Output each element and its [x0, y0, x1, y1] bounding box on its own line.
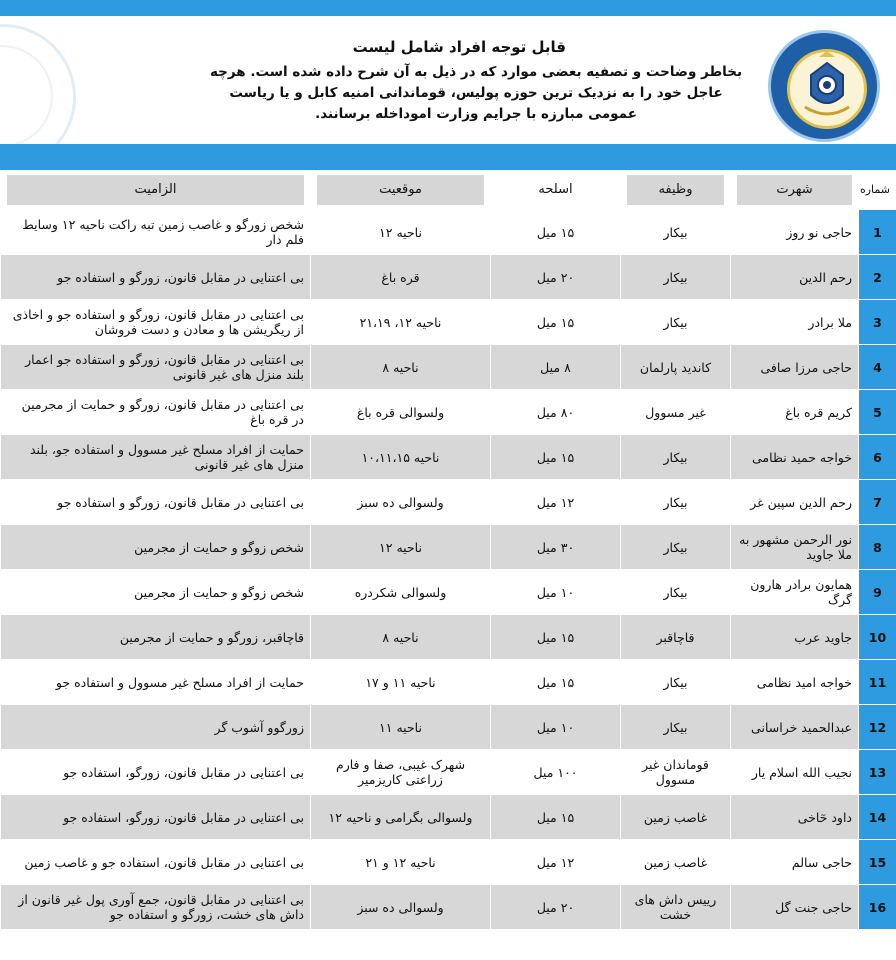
person-location: شهرک غیبی، صفا و فارم زراعتی کاریزمیر	[311, 750, 491, 795]
row-number: 5	[859, 390, 896, 435]
row-number: 9	[859, 570, 896, 615]
row-number: 11	[859, 660, 896, 705]
wanted-reason: بی اعتنایی در مقابل قانون، جمع آوری پول غیر قانون از داش های خشت، زورگو و استفاده جو	[1, 885, 311, 930]
person-job: بیکار	[621, 300, 731, 345]
afghan-police-emblem-icon	[768, 30, 880, 142]
person-location: ناحیه ۱۱ و ۱۷	[311, 660, 491, 705]
person-job: بیکار	[621, 525, 731, 570]
person-location: ولسوالی ده سبز	[311, 885, 491, 930]
person-location: ناحیه ۱۲ و ۲۱	[311, 840, 491, 885]
weapon-count: ۱۵ میل	[491, 795, 621, 840]
wanted-reason: شخص زورگو و غاصب زمین تبه راکت ناحیه ۱۲ وسایط فلم دار	[1, 210, 311, 255]
wanted-reason: قاچاقبر، زورگو و حمایت از مجرمین	[1, 615, 311, 660]
header-weapon: اسلحه	[491, 171, 621, 210]
person-job: بیکار	[621, 255, 731, 300]
row-number: 8	[859, 525, 896, 570]
person-name: نور الرحمن مشهور به ملا جاوید	[731, 525, 859, 570]
table-row	[1, 300, 896, 345]
person-job: بیکار	[621, 480, 731, 525]
table-row	[1, 390, 896, 435]
person-location: ناحیه ۱۱	[311, 705, 491, 750]
wanted-reason: بی اعتنایی در مقابل قانون، زورگو و استفاده جو اعمار بلند منزل های غیر قانونی	[1, 345, 311, 390]
row-number: 14	[859, 795, 896, 840]
wanted-reason: بی اعتنایی در مقابل قانون، زورگو و حمایت از مجرمین در قره باغ	[1, 390, 311, 435]
person-name: کریم قره باغ	[731, 390, 859, 435]
table-row	[1, 615, 896, 660]
person-job: بیکار	[621, 210, 731, 255]
person-job: قوماندان غیر مسوول	[621, 750, 731, 795]
weapon-count: ۲۰ میل	[491, 885, 621, 930]
weapon-count: ۱۲ میل	[491, 480, 621, 525]
person-job: بیکار	[621, 660, 731, 705]
table-row	[1, 885, 896, 930]
intro-line: بخاطر وضاحت و تصفیه بعضی موارد که در ذیل به آن شرح داده شده است. هرچه	[209, 64, 743, 80]
wanted-reason: بی اعتنایی در مقابل قانون، زورگو و استفاده جو	[1, 480, 311, 525]
table-row	[1, 840, 896, 885]
weapon-count: ۱۰۰ میل	[491, 750, 621, 795]
person-name: حاجی مرزا صافی	[731, 345, 859, 390]
table-row	[1, 480, 896, 525]
person-job: بیکار	[621, 705, 731, 750]
intro-paragraph	[196, 62, 756, 125]
wanted-reason: شخص زوگو و حمایت از مجرمین	[1, 525, 311, 570]
weapon-count: ۱۰ میل	[491, 570, 621, 615]
table-row	[1, 525, 896, 570]
person-name: حاجی جنت گل	[731, 885, 859, 930]
weapon-count: ۱۵ میل	[491, 660, 621, 705]
row-number: 10	[859, 615, 896, 660]
table-row	[1, 255, 896, 300]
person-job: رییس داش های خشت	[621, 885, 731, 930]
weapon-count: ۱۲ میل	[491, 840, 621, 885]
person-name: خواجه حمید نظامی	[731, 435, 859, 480]
page-title: قابل توجه افراد شامل لیست	[352, 38, 566, 56]
person-location: ولسوالی شکردره	[311, 570, 491, 615]
wanted-reason: زورگوو آشوب گر	[1, 705, 311, 750]
weapon-count: ۸۰ میل	[491, 390, 621, 435]
table-row	[1, 795, 896, 840]
header-location: موقعیت	[311, 171, 491, 210]
table-header-row	[1, 171, 896, 210]
person-job: بیکار	[621, 570, 731, 615]
table-row	[1, 570, 896, 615]
intro-line: عاجل خود را به نزدیک ترین حوزه پولیس، قوماندانی امنیه کابل و یا ریاست	[229, 85, 723, 101]
row-number: 16	[859, 885, 896, 930]
person-name: نجیب الله اسلام یار	[731, 750, 859, 795]
wanted-reason: حمایت از افراد مسلح غیر مسوول و استفاده جو، بلند منزل های غیر قانونی	[1, 435, 311, 480]
intro-line: عمومی مبارزه با جرایم وزارت اموداخله برسانند.	[315, 106, 637, 122]
weapon-count: ۳۰ میل	[491, 525, 621, 570]
wanted-reason: حمایت از افراد مسلح غیر مسوول و استفاده جو	[1, 660, 311, 705]
top-accent-strip	[0, 0, 896, 16]
person-location: ناحیه ۱۲	[311, 210, 491, 255]
person-name: حاجی سالم	[731, 840, 859, 885]
person-location: ناحیه ۸	[311, 345, 491, 390]
header-blue-band	[0, 144, 896, 170]
person-location: ناحیه ۱۲	[311, 525, 491, 570]
person-job: قاچاقبر	[621, 615, 731, 660]
person-name: خواجه امید نظامی	[731, 660, 859, 705]
header-name: شهرت	[731, 171, 859, 210]
person-job: کاندید پارلمان	[621, 345, 731, 390]
weapon-count: ۱۵ میل	[491, 615, 621, 660]
person-location: ولسوالی ده سبز	[311, 480, 491, 525]
weapon-count: ۱۰ میل	[491, 705, 621, 750]
person-location: ناحیه ۱۰،۱۱،۱۵	[311, 435, 491, 480]
weapon-count: ۱۵ میل	[491, 300, 621, 345]
row-number: 12	[859, 705, 896, 750]
weapon-count: ۸ میل	[491, 345, 621, 390]
wanted-persons-table	[0, 170, 896, 930]
table-row	[1, 705, 896, 750]
row-number: 15	[859, 840, 896, 885]
person-job: بیکار	[621, 435, 731, 480]
header-job: وظیفه	[621, 171, 731, 210]
table-row	[1, 435, 896, 480]
person-name: عبدالحمید خراسانی	[731, 705, 859, 750]
person-job: غیر مسوول	[621, 390, 731, 435]
person-name: داود حٓاخی	[731, 795, 859, 840]
person-name: رحم الدین	[731, 255, 859, 300]
header-reason: الزامیت	[1, 171, 311, 210]
person-location: ولسوالی قره باغ	[311, 390, 491, 435]
weapon-count: ۲۰ میل	[491, 255, 621, 300]
row-number: 4	[859, 345, 896, 390]
person-location: ناحیه ۸	[311, 615, 491, 660]
wanted-reason: بی اعتنایی در مقابل قانون، استفاده جو و غاصب زمین	[1, 840, 311, 885]
wanted-reason: بی اعتنایی در مقابل قانون، زورگو و استفاده جو و اخاذی از ریگریشن ها و معادن و دست فروشان	[1, 300, 311, 345]
table-row	[1, 660, 896, 705]
wanted-reason: بی اعتنایی در مقابل قانون، زورگو، استفاده جو	[1, 750, 311, 795]
person-name: رحم الدین سپین غر	[731, 480, 859, 525]
row-number: 1	[859, 210, 896, 255]
weapon-count: ۱۵ میل	[491, 435, 621, 480]
person-name: ملا برادر	[731, 300, 859, 345]
weapon-count: ۱۵ میل	[491, 210, 621, 255]
person-name: همایون برادر هارون گرگ	[731, 570, 859, 615]
person-name: حاجی نو روز	[731, 210, 859, 255]
row-number: 2	[859, 255, 896, 300]
table-row	[1, 750, 896, 795]
table-row	[1, 345, 896, 390]
person-location: ناحیه ۱۲، ۲۱،۱۹	[311, 300, 491, 345]
faded-seal-icon	[0, 24, 76, 144]
person-location: ولسوالی بگرامی و ناحیه ۱۲	[311, 795, 491, 840]
row-number: 6	[859, 435, 896, 480]
person-name: جاوید عرب	[731, 615, 859, 660]
header-panel	[0, 16, 896, 144]
person-location: قره باغ	[311, 255, 491, 300]
person-job: غاصب زمین	[621, 795, 731, 840]
wanted-reason: شخص زوگو و حمایت از مجرمین	[1, 570, 311, 615]
table-row	[1, 210, 896, 255]
header-num: شماره	[859, 171, 896, 210]
wanted-reason: بی اعتنایی در مقابل قانون، زورگو، استفاده جو	[1, 795, 311, 840]
row-number: 3	[859, 300, 896, 345]
row-number: 13	[859, 750, 896, 795]
wanted-reason: بی اعتنایی در مقابل قانون، زورگو و استفاده جو	[1, 255, 311, 300]
person-job: غاصب زمین	[621, 840, 731, 885]
row-number: 7	[859, 480, 896, 525]
